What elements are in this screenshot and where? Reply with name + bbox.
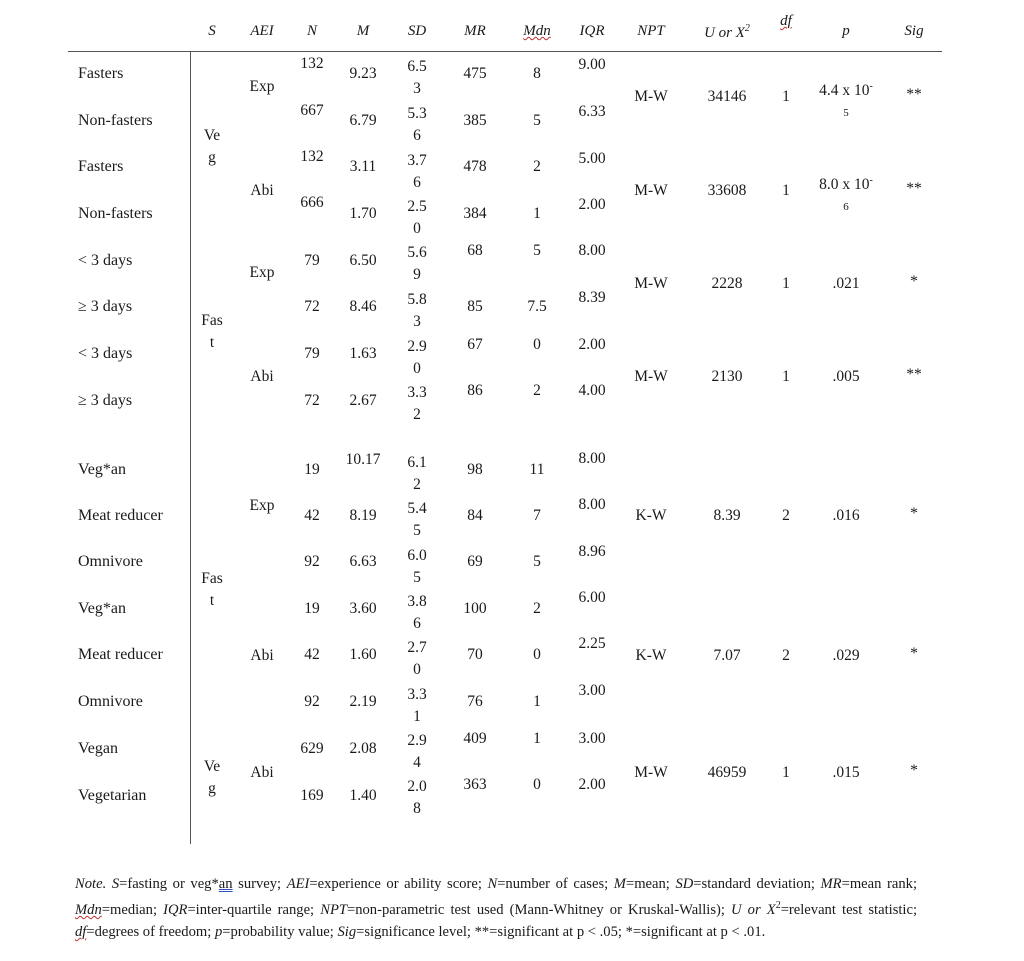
cell-n: 79 [304, 345, 320, 362]
cell-iqr: 5.00 [578, 150, 606, 167]
cell-sd: 5.4 5 [407, 500, 427, 539]
test-p-value: .029 [832, 647, 860, 664]
note-sup: 2 [775, 900, 781, 911]
cell-sd: 2.9 0 [407, 338, 427, 377]
cell-sd: 5.3 6 [407, 105, 427, 144]
row-label: ≥ 3 days [78, 392, 133, 409]
test-significance: ** [906, 86, 922, 103]
cell-sd: 5.8 3 [407, 291, 427, 330]
cell-mr: 385 [463, 112, 487, 129]
test-df: 1 [782, 368, 790, 385]
test-significance: * [910, 273, 918, 290]
test-statistic: 7.07 [713, 647, 741, 664]
header-p: p [842, 23, 850, 39]
test-significance: ** [906, 180, 922, 197]
cell-sd: 2.0 8 [407, 778, 427, 817]
test-p-value [806, 170, 886, 218]
cell-iqr: 6.00 [578, 589, 606, 606]
test-npt: K-W [635, 647, 667, 664]
cell-m: 2.19 [349, 693, 377, 710]
cell-sd: 3.3 1 [407, 686, 427, 725]
cell-mr: 86 [467, 382, 483, 399]
note-text: =probability value; [222, 923, 338, 940]
test-statistic: 2130 [711, 368, 743, 385]
p-base: 8.0 x 10 [819, 176, 870, 194]
test-npt: K-W [635, 507, 667, 524]
header-df: df [780, 13, 792, 29]
note-text: =number of cases; [497, 876, 614, 892]
row-label: Omnivore [78, 693, 143, 710]
note-term: df [75, 923, 87, 940]
cell-m: 3.60 [349, 600, 377, 617]
p-exponent: - [869, 175, 873, 186]
cell-n: 79 [304, 252, 320, 269]
cell-iqr: 8.00 [578, 496, 606, 513]
test-p-value [806, 76, 886, 124]
cell-sd: 2.7 0 [407, 639, 427, 678]
cell-m: 6.63 [349, 553, 377, 570]
note-term: N [487, 876, 498, 892]
test-npt: M-W [634, 368, 668, 385]
row-label: Fasters [78, 158, 124, 175]
cell-m: 9.23 [349, 65, 377, 82]
cell-n: 132 [300, 148, 324, 165]
row-label: Vegetarian [78, 787, 147, 804]
cell-iqr: 6.33 [578, 103, 606, 120]
header-u-sup: 2 [744, 23, 750, 34]
cell-mr: 69 [467, 553, 483, 570]
row-label: Veg*an [78, 461, 126, 478]
cell-iqr: 4.00 [578, 382, 606, 399]
aei-group-label: Abi [250, 368, 274, 385]
p-base: 4.4 x 10 [819, 82, 870, 100]
note-term: NPT [320, 901, 347, 918]
cell-sd: 6.0 5 [407, 547, 427, 586]
row-label: Fasters [78, 65, 124, 82]
cell-mr: 84 [467, 507, 483, 524]
test-significance: * [910, 505, 918, 522]
cell-m: 2.08 [349, 740, 377, 757]
note-term: IQR [163, 901, 188, 918]
cell-n: 42 [304, 507, 320, 524]
cell-iqr: 2.00 [578, 336, 606, 353]
test-df: 2 [782, 507, 790, 524]
cell-n: 19 [304, 600, 320, 617]
cell-iqr: 2.25 [578, 635, 606, 652]
cell-n: 667 [300, 102, 324, 119]
cell-m: 1.63 [349, 345, 377, 362]
row-label: Vegan [78, 740, 118, 757]
cell-n: 92 [304, 693, 320, 710]
test-df: 1 [782, 88, 790, 105]
cell-n: 169 [300, 787, 324, 804]
row-label: ≥ 3 days [78, 298, 133, 315]
cell-mr: 98 [467, 461, 483, 478]
cell-mdn: 2 [533, 600, 541, 617]
row-label: Veg*an [78, 600, 126, 617]
cell-mr: 68 [467, 242, 483, 259]
test-p-value: .021 [832, 275, 860, 292]
cell-mr: 384 [463, 205, 487, 222]
cell-mdn: 0 [533, 776, 541, 793]
cell-mr: 76 [467, 693, 483, 710]
cell-sd: 5.6 9 [407, 244, 427, 283]
header-m: M [356, 23, 370, 39]
aei-group-label: Abi [250, 647, 274, 664]
cell-m: 2.67 [349, 392, 377, 409]
note-text: =mean; [625, 876, 676, 892]
table-note [75, 873, 917, 943]
cell-n: 72 [304, 392, 320, 409]
test-significance: * [910, 645, 918, 662]
cell-mdn: 2 [533, 382, 541, 399]
header-rule [68, 51, 942, 52]
test-df: 1 [782, 182, 790, 199]
cell-mdn: 8 [533, 65, 541, 82]
header-u-text: U or X [704, 25, 745, 41]
note-text: =relevant test statistic; [780, 901, 918, 918]
s-group-label: Fas t [201, 312, 223, 351]
header-sig: Sig [904, 23, 924, 39]
cell-n: 19 [304, 461, 320, 478]
cell-m: 8.19 [349, 507, 377, 524]
note-lead: Note. [75, 876, 107, 892]
cell-iqr: 3.00 [578, 682, 606, 699]
cell-n: 629 [300, 740, 324, 757]
test-statistic: 2228 [711, 275, 743, 292]
test-statistic: 46959 [707, 764, 747, 781]
note-term: M [613, 876, 626, 892]
test-df: 2 [782, 647, 790, 664]
cell-mdn: 0 [533, 646, 541, 663]
cell-m: 3.11 [349, 158, 377, 175]
cell-mr: 478 [463, 158, 487, 175]
note-term: SD [675, 876, 694, 892]
test-p-value: .015 [832, 764, 860, 781]
cell-sd: 3.7 6 [407, 152, 427, 191]
note-text: =degrees of freedom; [86, 923, 215, 940]
header-n: N [306, 23, 317, 39]
cell-sd: 2.9 4 [407, 732, 427, 771]
cell-m: 8.46 [349, 298, 377, 315]
header-npt: NPT [637, 23, 665, 39]
note-term: AEI [286, 876, 310, 892]
cell-iqr: 3.00 [578, 730, 606, 747]
test-statistic: 34146 [707, 88, 747, 105]
s-group-label: Ve g [203, 127, 221, 166]
cell-mr: 409 [463, 730, 487, 747]
row-label: < 3 days [78, 345, 133, 362]
cell-iqr: 8.00 [578, 242, 606, 259]
header-aei: AEI [250, 23, 274, 39]
note-text: =inter-quartile range; [187, 901, 321, 918]
test-npt: M-W [634, 275, 668, 292]
aei-group-label: Abi [250, 764, 274, 781]
note-underlined: an [218, 876, 233, 892]
note-text: =experience or ability score; [309, 876, 488, 892]
row-label: Meat reducer [78, 646, 163, 663]
header-mr: MR [464, 23, 486, 39]
cell-iqr: 9.00 [578, 56, 606, 73]
cell-mdn: 0 [533, 336, 541, 353]
header-sd: SD [407, 23, 427, 39]
cell-m: 6.50 [349, 252, 377, 269]
header-iqr: IQR [579, 23, 605, 39]
cell-mdn: 1 [533, 730, 541, 747]
test-p-value: .016 [832, 507, 860, 524]
row-label: Meat reducer [78, 507, 163, 524]
test-df: 1 [782, 764, 790, 781]
cell-mr: 363 [463, 776, 487, 793]
test-p-value: .005 [832, 368, 860, 385]
p-exponent-tail: 5 [843, 107, 849, 120]
test-npt: M-W [634, 764, 668, 781]
note-text: =fasting or veg* [119, 876, 219, 892]
p-exponent: - [869, 81, 873, 92]
cell-m: 1.40 [349, 787, 377, 804]
note-term: p [214, 923, 223, 940]
test-df: 1 [782, 275, 790, 292]
header-mdn: Mdn [523, 23, 551, 39]
aei-group-label: Exp [249, 497, 275, 514]
row-label: Non-fasters [78, 205, 153, 222]
test-npt: M-W [634, 88, 668, 105]
cell-n: 132 [300, 55, 324, 72]
aei-group-label: Exp [249, 264, 275, 281]
cell-mdn: 5 [533, 553, 541, 570]
test-npt: M-W [634, 182, 668, 199]
note-text: =non-parametric test used (Mann-Whitney or Kruskal-Wallis); [346, 901, 732, 918]
test-statistic: 33608 [707, 182, 747, 199]
aei-group-label: Exp [249, 78, 275, 95]
cell-mr: 67 [467, 336, 483, 353]
cell-iqr: 8.00 [578, 450, 606, 467]
cell-sd: 3.3 2 [407, 384, 427, 423]
cell-n: 92 [304, 553, 320, 570]
cell-sd: 6.5 3 [407, 58, 427, 97]
cell-mdn: 1 [533, 693, 541, 710]
cell-iqr: 2.00 [578, 776, 606, 793]
row-label: Omnivore [78, 553, 143, 570]
cell-mr: 85 [467, 298, 483, 315]
s-group-label: Ve g [203, 758, 221, 797]
cell-n: 72 [304, 298, 320, 315]
note-text: =standard deviation; [693, 876, 821, 892]
test-significance: * [910, 762, 918, 779]
cell-sd: 2.5 0 [407, 198, 427, 237]
cell-mr: 475 [463, 65, 487, 82]
note-text: survey; [232, 876, 287, 892]
cell-m: 10.17 [345, 451, 381, 468]
cell-mdn: 5 [533, 112, 541, 129]
cell-mr: 70 [467, 646, 483, 663]
cell-m: 6.79 [349, 112, 377, 129]
note-term: Mdn [75, 901, 102, 918]
cell-sd: 3.8 6 [407, 593, 427, 632]
note-text: =mean rank; [841, 876, 918, 892]
test-statistic: 8.39 [713, 507, 741, 524]
aei-group-label: Abi [250, 182, 274, 199]
cell-mdn: 1 [533, 205, 541, 222]
note-term: MR [820, 876, 842, 892]
cell-iqr: 8.96 [578, 543, 606, 560]
cell-m: 1.60 [349, 646, 377, 663]
label-divider [190, 52, 191, 844]
header-s: S [208, 23, 216, 39]
cell-mdn: 5 [533, 242, 541, 259]
test-significance: ** [906, 366, 922, 383]
cell-sd: 6.1 2 [407, 454, 427, 493]
note-text: =median; [101, 901, 164, 918]
cell-mdn: 11 [529, 461, 545, 478]
note-term: S [111, 876, 120, 892]
row-label: Non-fasters [78, 112, 153, 129]
cell-mdn: 2 [533, 158, 541, 175]
cell-mdn: 7 [533, 507, 541, 524]
p-exponent-tail: 6 [843, 201, 849, 214]
cell-n: 42 [304, 646, 320, 663]
cell-iqr: 2.00 [578, 196, 606, 213]
note-text: =significance level; **=significant at p < .05; *=significant at p < .01. [356, 923, 766, 940]
cell-n: 666 [300, 194, 324, 211]
cell-mr: 100 [463, 600, 487, 617]
cell-iqr: 8.39 [578, 289, 606, 306]
note-term: Sig [337, 923, 357, 940]
header-u [682, 23, 772, 42]
s-group-label: Fas t [201, 570, 223, 609]
row-label: < 3 days [78, 252, 133, 269]
cell-m: 1.70 [349, 205, 377, 222]
note-term: U or X [731, 901, 776, 918]
cell-mdn: 7.5 [527, 298, 547, 315]
